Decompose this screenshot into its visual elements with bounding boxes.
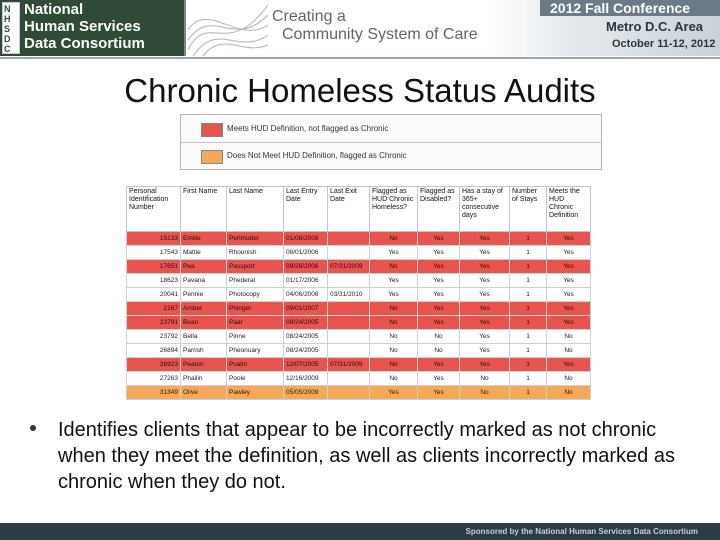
table-row [127,344,591,358]
audit-table-container [126,186,590,400]
column-header: Number of Stays [510,187,547,232]
table-cell: Yes [418,386,460,400]
table-cell: Yes [460,260,510,274]
table-row [127,232,591,246]
table-cell: Phailin [181,372,227,386]
table-cell: Yes [547,274,591,288]
column-header: Has a stay of 365+ consecutive days [460,187,510,232]
table-cell: 1 [510,386,547,400]
table-cell: 15133 [127,232,181,246]
table-row [127,260,591,274]
table-cell: Yes [370,246,418,260]
table-cell: 31349 [127,386,181,400]
table-cell: Rhounish [227,246,284,260]
logo-line: Data Consortium [24,35,145,52]
table-cell: 2167 [127,302,181,316]
table-cell: Yes [370,288,418,302]
table-cell: 1 [510,232,547,246]
logo-line: Human Services [24,18,141,35]
table-cell: Peaton [181,358,227,372]
table-cell: No [460,372,510,386]
table-cell [328,344,370,358]
tagline-line: Creating a [272,8,346,25]
table-cell: 01/08/2008 [284,232,328,246]
table-cell: 07/31/2009 [328,358,370,372]
table-cell: No [370,330,418,344]
table-cell: 27263 [127,372,181,386]
bullet-icon [30,425,36,431]
table-cell: Yes [418,288,460,302]
footer-bar [0,523,720,540]
table-cell: 1 [510,372,547,386]
table-cell: Phinger [227,302,284,316]
table-cell: Yes [418,302,460,316]
column-header: Last Name [227,187,284,232]
column-header: Flagged as Disabled? [418,187,460,232]
table-cell: Yes [418,372,460,386]
table-cell: 17543 [127,246,181,260]
logo-line: National [24,1,84,18]
table-cell: Perlmutter [227,232,284,246]
nhsdc-logo [0,0,186,56]
column-header: Meets the HUD Chronic Definition [547,187,591,232]
table-cell: 08/24/2005 [284,316,328,330]
column-header: Personal Identification Number [127,187,181,232]
table-cell: No [370,260,418,274]
table-cell: 1 [510,316,547,330]
table-cell: Amber [181,302,227,316]
table-cell: 08/24/2005 [284,330,328,344]
table-cell: No [547,372,591,386]
table-cell: 18623 [127,274,181,288]
table-cell: Bella [181,330,227,344]
table-cell [328,246,370,260]
conference-title: 2012 Fall Conference [550,0,691,16]
table-cell: 23792 [127,330,181,344]
table-cell: Psalm [227,358,284,372]
table-cell: 20041 [127,288,181,302]
table-cell: 08/24/2005 [284,344,328,358]
table-cell: Yes [460,274,510,288]
table-cell: Yes [418,274,460,288]
table-cell: 1 [510,330,547,344]
table-cell: Yes [547,246,591,260]
table-cell [328,316,370,330]
table-cell: Yes [547,232,591,246]
table-cell: Yes [370,386,418,400]
table-cell: Yes [418,232,460,246]
table-cell: Parrish [181,344,227,358]
table-cell [328,372,370,386]
table-cell: Yes [547,316,591,330]
table-cell: Photocopy [227,288,284,302]
legend-swatch-red [201,123,223,137]
table-cell: Mattie [181,246,227,260]
table-cell: 01/17/2006 [284,274,328,288]
table-cell: Yes [460,288,510,302]
table-cell: 23791 [127,316,181,330]
table-row [127,274,591,288]
table-cell: No [370,302,418,316]
table-cell: No [547,330,591,344]
table-cell [328,302,370,316]
table-cell: No [418,330,460,344]
logo-text [24,1,182,52]
logo-mark-letter: S [4,24,11,34]
table-cell: Yes [547,302,591,316]
table-cell: Phederal [227,274,284,288]
logo-mark-letter: H [4,14,11,24]
column-header: Last Entry Date [284,187,328,232]
table-cell: 04/06/2006 [284,288,328,302]
table-cell: 09/01/2007 [284,302,328,316]
table-cell: Pheonuary [227,344,284,358]
logo-mark-letter: C [4,44,11,54]
table-cell: Pennie [181,288,227,302]
table-cell: Yes [547,288,591,302]
conference-header [0,0,720,58]
table-row [127,330,591,344]
table-cell: Yes [418,358,460,372]
table-cell [328,274,370,288]
table-cell: 1 [510,344,547,358]
table-row [127,372,591,386]
table-cell: Yes [460,358,510,372]
header-divider [0,57,720,59]
table-cell: Yes [460,302,510,316]
tagline-line: Community System of Care [282,26,478,43]
table-body [127,232,591,400]
table-cell: Yes [370,274,418,288]
table-cell: No [547,344,591,358]
legend-label: Meets HUD Definition, not flagged as Chronic [227,124,389,133]
table-cell: 09/26/2006 [284,260,328,274]
table-cell: 1 [510,358,547,372]
bullet-text: Identifies clients that appear to be incorrectly marked as not chronic when they meet the definition, as well as clients incorrectly marked as chronic when they do not. [58,419,675,493]
table-cell: Poole [227,372,284,386]
table-cell: Yes [418,246,460,260]
column-header: Flagged as HUD Chronic Homeless? [370,187,418,232]
table-cell: Olive [181,386,227,400]
table-cell: 26894 [127,344,181,358]
table-cell: 05/05/2009 [284,386,328,400]
column-header: First Name [181,187,227,232]
tagline [272,8,492,44]
table-cell: 03/31/2010 [328,288,370,302]
table-cell: 12/07/2005 [284,358,328,372]
conference-area: Metro D.C. Area [606,19,704,34]
table-cell: 1 [510,288,547,302]
table-cell: 12/16/2009 [284,372,328,386]
decorative-swirl-graphic [188,0,268,56]
table-cell: 1 [510,302,547,316]
slide-title: Chronic Homeless Status Audits [124,72,596,109]
table-cell: Yes [460,316,510,330]
table-row [127,288,591,302]
table-cell: 26923 [127,358,181,372]
logo-mark-letter: D [4,34,11,44]
table-cell: Yes [460,344,510,358]
table-cell: Pavana [181,274,227,288]
table-cell: Yes [418,260,460,274]
table-cell: 07/31/2009 [328,260,370,274]
table-cell: Bean [181,316,227,330]
legend-label: Does Not Meet HUD Definition, flagged as Chronic [227,151,407,160]
table-cell: Yes [460,246,510,260]
table-cell: Yes [460,330,510,344]
table-cell: 08/01/2006 [284,246,328,260]
table-cell: Pawley [227,386,284,400]
conference-dates: October 11-12, 2012 [612,38,716,50]
logo-mark-letter: N [4,4,11,14]
table-cell: Yes [460,232,510,246]
table-cell: No [370,316,418,330]
table-cell: Pinne [227,330,284,344]
table-cell: Yes [547,260,591,274]
color-legend [180,114,602,170]
table-cell: No [547,386,591,400]
footer-sponsor-text: Sponsored by the National Human Services Data Consortium [465,527,698,536]
legend-swatch-orange [201,150,223,164]
table-cell: Emilie [181,232,227,246]
table-row [127,302,591,316]
table-row [127,246,591,260]
audit-table [126,186,591,400]
table-cell: 1 [510,274,547,288]
table-cell: Yes [418,316,460,330]
table-row [127,386,591,400]
table-cell: 17651 [127,260,181,274]
table-cell [328,330,370,344]
table-row [127,358,591,372]
column-header: Last Exit Date [328,187,370,232]
table-header-row [127,187,591,232]
table-cell [328,232,370,246]
table-cell: Passport [227,260,284,274]
table-cell: No [370,372,418,386]
table-cell [328,386,370,400]
table-cell: No [370,232,418,246]
table-header [127,187,591,232]
table-cell: No [370,344,418,358]
legend-divider [181,142,601,143]
table-cell: No [370,358,418,372]
table-cell: No [418,344,460,358]
table-cell: 1 [510,260,547,274]
table-cell: Pea [181,260,227,274]
logo-mark [2,2,20,54]
table-cell: No [460,386,510,400]
table-row [127,316,591,330]
table-cell: Yes [547,358,591,372]
table-cell: Paar [227,316,284,330]
table-cell: 1 [510,246,547,260]
